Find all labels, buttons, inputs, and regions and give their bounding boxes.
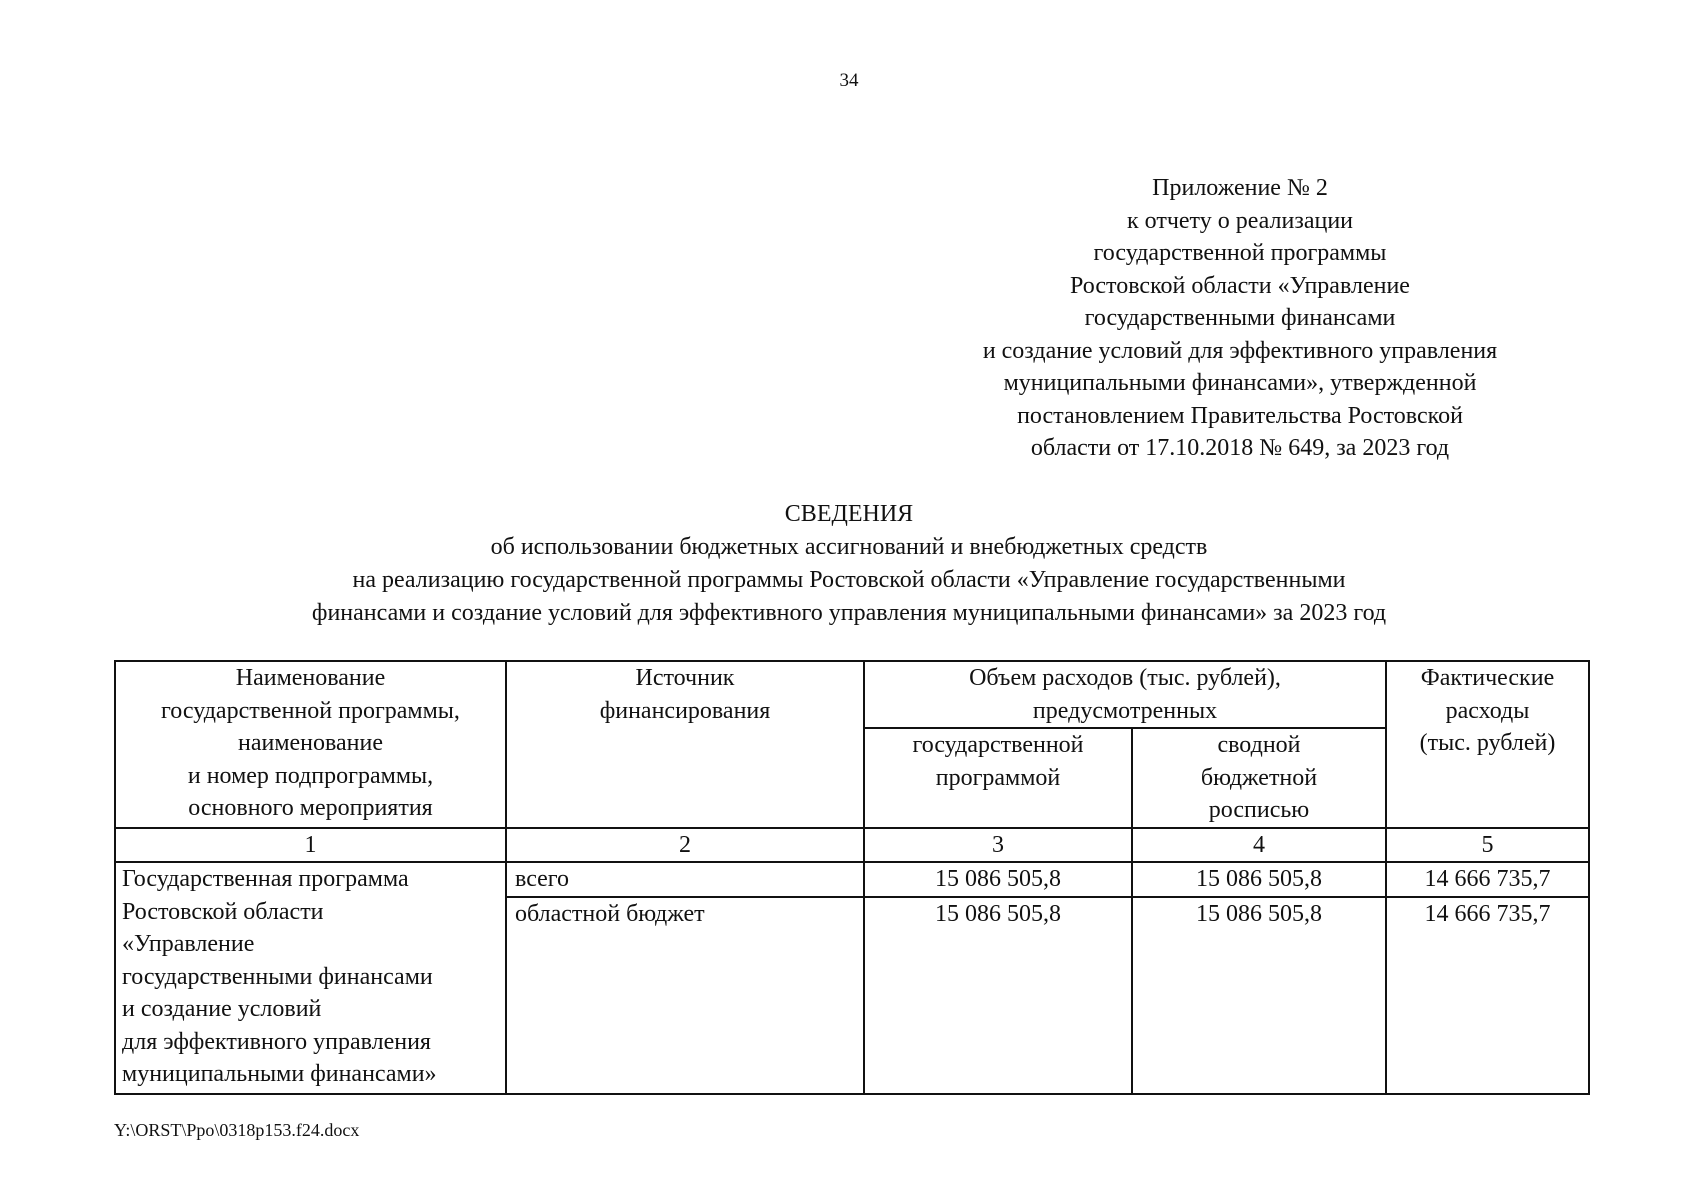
appendix-line: постановлением Правительства Ростовской [1017, 402, 1463, 429]
appendix-line: муниципальными финансами», утвержденной [1003, 370, 1477, 396]
appendix-line: Ростовской области «Управление [1070, 272, 1410, 299]
header-planned-budget: сводной бюджетной росписью [1132, 728, 1386, 828]
appendix-line: Приложение № 2 [1152, 175, 1328, 201]
table-header-row [115, 661, 1589, 728]
source-cell: областной бюджет [506, 897, 864, 1094]
header-source: Источник финансирования [506, 661, 864, 828]
expenditure-table [114, 660, 1590, 1095]
header-planned-group: Объем расходов (тыс. рублей), предусмотренных [864, 661, 1386, 728]
column-number: 1 [115, 828, 506, 863]
appendix-line: государственной программы [1093, 240, 1387, 266]
budget-amount-cell: 15 086 505,8 [1132, 897, 1386, 1094]
source-cell: всего [506, 862, 864, 897]
column-number: 2 [506, 828, 864, 863]
column-number: 3 [864, 828, 1132, 863]
program-amount-cell: 15 086 505,8 [864, 862, 1132, 897]
header-actual: Фактические расходы (тыс. рублей) [1386, 661, 1589, 828]
file-path-footer: Y:\ORST\Ppo\0318p153.f24.docx [114, 1120, 360, 1140]
appendix-line: области от 17.10.2018 № 649, за 2023 год [1030, 435, 1450, 461]
program-amount-cell: 15 086 505,8 [864, 897, 1132, 1094]
appendix-block [940, 172, 1540, 465]
actual-amount-cell: 14 666 735,7 [1386, 862, 1589, 897]
program-name-cell: Государственная программа Ростовской области «Управление государственными финансами и создание условий для эффективного управления муниципальными финансами» [115, 862, 506, 1094]
appendix-line: государственными финансами [1084, 305, 1396, 331]
document-heading [0, 498, 1698, 630]
appendix-line: и создание условий для эффективного управления [982, 337, 1498, 364]
heading-line: на реализацию государственной программы Ростовской области «Управление государственными [352, 567, 1346, 593]
column-number: 5 [1386, 828, 1589, 863]
heading-title: СВЕДЕНИЯ [784, 501, 914, 527]
actual-amount-cell: 14 666 735,7 [1386, 897, 1589, 1094]
column-number-row [115, 828, 1589, 863]
appendix-line: к отчету о реализации [1126, 207, 1354, 234]
column-number: 4 [1132, 828, 1386, 863]
heading-line: об использовании бюджетных ассигнований и внебюджетных средств [490, 534, 1208, 560]
page-number: 34 [839, 70, 859, 91]
header-planned-program: государственной программой [864, 728, 1132, 828]
heading-line: финансами и создание условий для эффективного управления муниципальными финансами» за 2023 год [311, 600, 1387, 626]
header-name: Наименование государственной программы, наименование и номер подпрограммы, основного мероприятия [115, 661, 506, 828]
budget-amount-cell: 15 086 505,8 [1132, 862, 1386, 897]
table-row [115, 862, 1589, 897]
